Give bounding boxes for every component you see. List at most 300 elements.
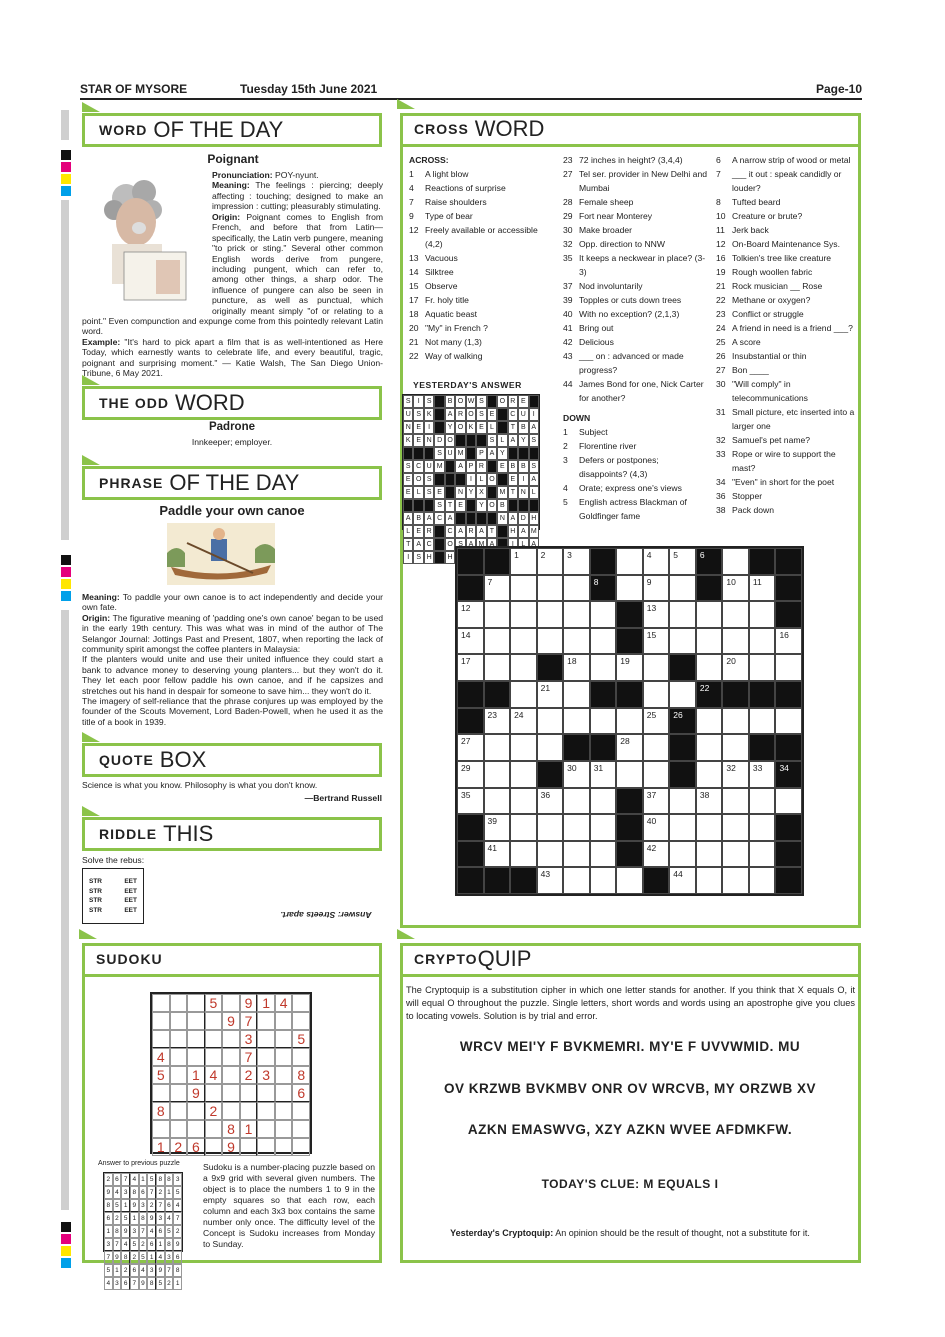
sudoku-cell[interactable] (187, 1102, 205, 1120)
sudoku-cell[interactable] (187, 1030, 205, 1048)
crossword-cell[interactable] (749, 788, 776, 815)
crossword-block (616, 681, 643, 708)
crossword-cell[interactable] (775, 788, 802, 815)
crossword-grid[interactable] (455, 546, 804, 896)
prev-sudoku-cell: 6 (156, 1225, 165, 1238)
crossword-cell[interactable] (510, 841, 537, 868)
crossword-cell[interactable] (510, 681, 537, 708)
cell-number: 27 (461, 736, 471, 747)
cell-number: 38 (699, 789, 710, 800)
answer-cell: C (434, 512, 444, 525)
prev-sudoku-cell: 8 (147, 1277, 156, 1290)
cryptoquip-clue: TODAY'S CLUE: M EQUALS I (541, 1177, 719, 1191)
crossword-cell[interactable] (537, 681, 564, 708)
crossword-cell[interactable] (669, 628, 696, 655)
sudoku-cell[interactable] (152, 994, 170, 1012)
sudoku-cell[interactable] (170, 994, 188, 1012)
banner-small: SUDOKU (96, 950, 163, 967)
crossword-cell[interactable] (563, 628, 590, 655)
sudoku-cell: 2 (170, 1138, 188, 1156)
crossword-cell[interactable] (510, 814, 537, 841)
crossword-cell[interactable] (669, 681, 696, 708)
quote-banner (82, 743, 382, 777)
clue-text: Freely available or accessible (4,2) (425, 225, 538, 249)
crossword-cell[interactable] (563, 681, 590, 708)
sudoku-cell[interactable] (205, 1138, 223, 1156)
sudoku-cell[interactable] (187, 1048, 205, 1066)
crossword-cell[interactable] (484, 841, 511, 868)
crossword-block (510, 867, 537, 894)
crossword-cell[interactable] (563, 654, 590, 681)
prev-sudoku-cell: 3 (121, 1186, 130, 1199)
crossword-cell[interactable] (696, 734, 723, 761)
crossword-cell[interactable] (775, 628, 802, 655)
crossword-block (749, 548, 776, 575)
crossword-cell[interactable] (563, 788, 590, 815)
clue-text: English actress Blackman of Goldfinger fame (579, 497, 687, 521)
sudoku-cell[interactable] (152, 1030, 170, 1048)
sudoku-cell[interactable] (257, 1012, 275, 1030)
crossword-cell[interactable] (722, 548, 749, 575)
crossword-cell[interactable] (616, 575, 643, 602)
crossword-cell[interactable] (696, 654, 723, 681)
sudoku-cell: 7 (240, 1048, 258, 1066)
crossword-cell[interactable] (643, 601, 670, 628)
crossword-cell[interactable] (722, 654, 749, 681)
crossword-cell[interactable] (749, 841, 776, 868)
crossword-cell[interactable] (696, 761, 723, 788)
crossword-cell[interactable] (537, 708, 564, 735)
crossword-cell[interactable] (775, 654, 802, 681)
answer-cell (466, 434, 476, 447)
answer-cell: E (487, 408, 497, 421)
answer-cell: E (434, 486, 444, 499)
clue-item (716, 265, 858, 279)
crossword-cell[interactable] (696, 788, 723, 815)
crossword-cell[interactable] (696, 867, 723, 894)
crossword-cell[interactable] (484, 761, 511, 788)
sudoku-cell[interactable] (170, 1012, 188, 1030)
sudoku-cell[interactable] (205, 1048, 223, 1066)
crossword-block (457, 548, 484, 575)
sudoku-cell[interactable] (205, 1120, 223, 1138)
sudoku-cell[interactable] (222, 1102, 240, 1120)
sudoku-cell[interactable] (205, 1012, 223, 1030)
crossword-cell[interactable] (749, 708, 776, 735)
crossword-cell[interactable] (590, 628, 617, 655)
sudoku-cell[interactable] (240, 1138, 258, 1156)
sudoku-cell[interactable] (187, 994, 205, 1012)
crossword-cell[interactable] (563, 867, 590, 894)
crossword-cell[interactable] (537, 734, 564, 761)
crossword-cell[interactable] (669, 548, 696, 575)
sudoku-cell[interactable] (152, 1084, 170, 1102)
answer-cell: M (455, 447, 465, 460)
crossword-cell[interactable] (563, 601, 590, 628)
sudoku-cell[interactable] (240, 1084, 258, 1102)
sudoku-cell[interactable] (275, 1102, 293, 1120)
crossword-cell[interactable] (616, 761, 643, 788)
crossword-cell[interactable] (722, 601, 749, 628)
crossword-block (457, 841, 484, 868)
canoe-illustration (167, 523, 275, 585)
prev-sudoku-cell: 1 (121, 1199, 130, 1212)
crossword-cell[interactable] (749, 654, 776, 681)
sudoku-cell[interactable] (292, 1120, 310, 1138)
crossword-cell[interactable] (749, 601, 776, 628)
crossword-cell[interactable] (722, 708, 749, 735)
sudoku-cell[interactable] (275, 1048, 293, 1066)
clue-item (563, 153, 709, 167)
crossword-cell[interactable] (484, 734, 511, 761)
crossword-cell[interactable] (669, 867, 696, 894)
prev-sudoku-cell: 3 (147, 1264, 156, 1277)
clue-item (716, 489, 858, 503)
meaning-label: Meaning: (212, 180, 250, 191)
sudoku-cell[interactable] (275, 1012, 293, 1030)
answer-cell: B (445, 395, 455, 408)
clue-text: Raise shoulders (425, 197, 487, 207)
clue-text: Bring out (579, 323, 614, 333)
crossword-cell[interactable] (510, 654, 537, 681)
answer-cell (445, 473, 455, 486)
crossword-cell[interactable] (616, 708, 643, 735)
crossword-cell[interactable] (722, 761, 749, 788)
crossword-cell[interactable] (537, 575, 564, 602)
crossword-cell[interactable] (669, 814, 696, 841)
phrase-title: Paddle your own canoe (159, 503, 305, 518)
cell-number: 3 (567, 550, 572, 560)
crossword-block (616, 841, 643, 868)
crossword-cell[interactable] (510, 708, 537, 735)
sudoku-cell[interactable] (152, 1120, 170, 1138)
sudoku-cell[interactable] (222, 1066, 240, 1084)
crossword-block (669, 654, 696, 681)
sudoku-cell[interactable] (170, 1030, 188, 1048)
crossword-cell[interactable] (510, 601, 537, 628)
answer-cell (466, 512, 476, 525)
crossword-cell[interactable] (749, 575, 776, 602)
answer-cell: I (413, 395, 423, 408)
banner-big: THIS (163, 821, 214, 846)
cipher-line-3: AZKN EMASWVG, XZY AZKN WVEE AFDMKFW. (467, 1122, 793, 1137)
sudoku-cell[interactable] (257, 1120, 275, 1138)
sudoku-cell[interactable] (257, 1030, 275, 1048)
answer-cell: S (476, 408, 486, 421)
crossword-cell[interactable] (510, 575, 537, 602)
crossword-cell[interactable] (484, 788, 511, 815)
clue-item (409, 195, 557, 209)
crossword-cell[interactable] (696, 601, 723, 628)
sudoku-cell[interactable] (292, 1102, 310, 1120)
crossword-cell[interactable] (643, 734, 670, 761)
crossword-cell[interactable] (749, 628, 776, 655)
crossword-cell[interactable] (537, 628, 564, 655)
crossword-cell[interactable] (696, 841, 723, 868)
sudoku-cell[interactable] (187, 1012, 205, 1030)
sudoku-cell[interactable] (257, 1102, 275, 1120)
crossword-cell[interactable] (457, 628, 484, 655)
crossword-cell[interactable] (457, 788, 484, 815)
crossword-cell[interactable] (457, 601, 484, 628)
sudoku-cell[interactable] (275, 1066, 293, 1084)
crossword-cell[interactable] (537, 814, 564, 841)
clue-text: Florentine river (579, 441, 637, 451)
clue-text: Subject (579, 427, 608, 437)
prev-sudoku-cell: 7 (156, 1199, 165, 1212)
clue-item (716, 167, 858, 195)
crossword-cell[interactable] (457, 761, 484, 788)
sudoku-grid[interactable] (150, 992, 312, 1154)
crossword-cell[interactable] (537, 788, 564, 815)
rebus-left: STR (89, 897, 102, 904)
crossword-cell[interactable] (722, 814, 749, 841)
clue-number: 10 (716, 211, 726, 221)
pron-text: POY-nyunt. (275, 170, 319, 180)
answer-cell: A (529, 538, 539, 551)
clue-item (716, 363, 858, 377)
crossword-cell[interactable] (537, 867, 564, 894)
clue-item (563, 377, 709, 405)
prev-sudoku-cell: 7 (165, 1264, 174, 1277)
crossword-cell[interactable] (643, 814, 670, 841)
crossword-cell[interactable] (616, 867, 643, 894)
cell-number: 26 (673, 709, 683, 720)
answer-cell: O (445, 538, 455, 551)
clue-text: Nod involuntarily (579, 281, 643, 291)
crossword-block (775, 734, 802, 761)
sudoku-cell[interactable] (170, 1102, 188, 1120)
clue-number: 21 (409, 337, 419, 347)
clue-item (716, 307, 858, 321)
crossword-cell[interactable] (510, 761, 537, 788)
crossword-cell[interactable] (696, 628, 723, 655)
crossword-cell[interactable] (669, 575, 696, 602)
clue-number: 8 (716, 197, 721, 207)
crossword-cell[interactable] (616, 734, 643, 761)
clue-text: Not many (1,3) (425, 337, 482, 347)
sudoku-cell[interactable] (170, 1084, 188, 1102)
sudoku-cell[interactable] (292, 1012, 310, 1030)
crossword-cell[interactable] (484, 628, 511, 655)
crossword-cell[interactable] (590, 867, 617, 894)
crossword-cell[interactable] (484, 708, 511, 735)
crossword-cell[interactable] (643, 575, 670, 602)
crossword-block (457, 708, 484, 735)
crossword-cell[interactable] (669, 601, 696, 628)
crossword-cell[interactable] (563, 761, 590, 788)
crossword-cell[interactable] (563, 575, 590, 602)
crossword-cell[interactable] (484, 575, 511, 602)
sudoku-cell[interactable] (170, 1066, 188, 1084)
crossword-cell[interactable] (537, 841, 564, 868)
sudoku-cell[interactable] (222, 994, 240, 1012)
example-text: "It's hard to pick apart a film that is as well-intentioned as Here Today, which earnestly wants to celebrate life, and every beautiful, tragic, poignant and surprising moment." — Katie Walsh, The San Diego Union-Tribune, 6 May 2021. (82, 336, 383, 379)
crossword-cell[interactable] (643, 654, 670, 681)
crossword-cell[interactable] (722, 628, 749, 655)
sudoku-cell[interactable] (292, 1138, 310, 1156)
sudoku-cell: 9 (187, 1084, 205, 1102)
cell-number: 2 (540, 550, 546, 560)
crossword-cell[interactable] (510, 734, 537, 761)
sudoku-cell: 8 (152, 1102, 170, 1120)
crossword-cell[interactable] (537, 601, 564, 628)
sudoku-cell[interactable] (275, 1138, 293, 1156)
prev-sudoku-cell: 4 (173, 1199, 182, 1212)
prev-sudoku-cell: 7 (130, 1277, 139, 1290)
sudoku-cell[interactable] (257, 1048, 275, 1066)
crossword-cell[interactable] (643, 681, 670, 708)
clue-number: 15 (409, 281, 419, 291)
crossword-cell[interactable] (616, 548, 643, 575)
crossword-cell[interactable] (484, 654, 511, 681)
sudoku-cell[interactable] (222, 1084, 240, 1102)
sudoku-cell[interactable] (187, 1120, 205, 1138)
crossword-cell[interactable] (563, 708, 590, 735)
prev-sudoku-cell: 9 (147, 1212, 156, 1225)
clue-text: Vacuous (425, 253, 458, 263)
sudoku-cell[interactable] (222, 1030, 240, 1048)
crossword-cell[interactable] (457, 654, 484, 681)
reg-mark (61, 150, 71, 160)
crossword-cell[interactable] (722, 734, 749, 761)
prev-sudoku-cell: 4 (147, 1225, 156, 1238)
clue-number: 32 (716, 435, 726, 445)
crossword-cell[interactable] (643, 548, 670, 575)
crossword-cell[interactable] (749, 867, 776, 894)
crossword-cell[interactable] (643, 788, 670, 815)
prev-sudoku-cell: 7 (121, 1173, 130, 1186)
crossword-cell[interactable] (590, 601, 617, 628)
answer-cell: N (455, 486, 465, 499)
clue-number: 20 (409, 323, 419, 333)
sudoku-cell[interactable] (292, 1048, 310, 1066)
clue-text: ___ on : advanced or made progress? (579, 351, 684, 375)
sudoku-cell[interactable] (170, 1048, 188, 1066)
crossword-cell[interactable] (563, 548, 590, 575)
clue-text: "Will comply" in telecommunications (732, 379, 808, 403)
prev-sudoku-cell: 9 (121, 1225, 130, 1238)
crossword-cell[interactable] (510, 628, 537, 655)
crossword-cell[interactable] (590, 654, 617, 681)
answer-cell: S (529, 434, 539, 447)
sudoku-cell[interactable] (292, 994, 310, 1012)
crossword-cell[interactable] (643, 628, 670, 655)
crossword-cell[interactable] (722, 788, 749, 815)
crossword-cell[interactable] (643, 761, 670, 788)
clue-text: Rock musician __ Rose (732, 281, 823, 291)
prev-sudoku-cell: 6 (147, 1238, 156, 1251)
sudoku-cell: 1 (257, 994, 275, 1012)
cell-number: 16 (779, 629, 789, 640)
crossword-cell[interactable] (669, 841, 696, 868)
answer-cell (529, 499, 539, 512)
crossword-cell[interactable] (643, 841, 670, 868)
sudoku-cell[interactable] (222, 1048, 240, 1066)
cipher-line-2: OV KRZWB BVKMBV ONR OV WRCVB, MY ORZWB XV (443, 1081, 816, 1096)
crossword-block (590, 734, 617, 761)
cell-number: 23 (487, 709, 497, 720)
crossword-cell[interactable] (722, 867, 749, 894)
clue-number: 19 (716, 267, 726, 277)
crossword-cell[interactable] (749, 761, 776, 788)
crossword-cell[interactable] (590, 841, 617, 868)
sudoku-cell[interactable] (257, 1084, 275, 1102)
crossword-cell[interactable] (590, 814, 617, 841)
answer-cell: L (518, 538, 528, 551)
banner-small: QUOTE (99, 752, 154, 768)
crossword-cell[interactable] (696, 814, 723, 841)
answer-cell: S (424, 473, 434, 486)
crossword-cell[interactable] (669, 788, 696, 815)
sudoku-cell: 7 (240, 1012, 258, 1030)
crossword-block (775, 761, 802, 788)
sudoku-cell[interactable] (152, 1012, 170, 1030)
prev-sudoku-cell: 4 (104, 1277, 113, 1290)
prev-sudoku-cell: 5 (130, 1238, 139, 1251)
cell-number: 18 (567, 656, 577, 667)
crossword-cell[interactable] (457, 734, 484, 761)
prev-sudoku-cell: 4 (139, 1264, 148, 1277)
crossword-cell[interactable] (510, 548, 537, 575)
sudoku-cell[interactable] (205, 1084, 223, 1102)
sudoku-cell[interactable] (275, 1084, 293, 1102)
crossword-block (590, 548, 617, 575)
crossword-cell[interactable] (590, 761, 617, 788)
crossword-cell[interactable] (484, 814, 511, 841)
crossword-cell[interactable] (590, 788, 617, 815)
crossword-cell[interactable] (775, 708, 802, 735)
crossword-cell[interactable] (643, 708, 670, 735)
clue-number: 39 (563, 295, 573, 305)
prev-sudoku-cell: 6 (104, 1212, 113, 1225)
prev-sudoku-cell: 3 (104, 1238, 113, 1251)
clue-text: Make broader (579, 225, 633, 235)
crossword-cell[interactable] (563, 841, 590, 868)
crossword-block (775, 814, 802, 841)
cell-number: 7 (487, 576, 493, 587)
answer-cell (476, 512, 486, 525)
answer-cell: L (529, 486, 539, 499)
paper-name: STAR OF MYSORE (80, 82, 188, 96)
crossword-block (749, 734, 776, 761)
crossword-cell[interactable] (563, 814, 590, 841)
crossword-cell[interactable] (722, 841, 749, 868)
crossword-cell[interactable] (484, 601, 511, 628)
clue-item (563, 293, 709, 307)
answer-cell (487, 395, 497, 408)
answer-cell: L (476, 473, 486, 486)
crossword-cell[interactable] (722, 575, 749, 602)
sudoku-cell[interactable] (205, 1030, 223, 1048)
crossword-cell[interactable] (590, 708, 617, 735)
crossword-cell[interactable] (510, 788, 537, 815)
sudoku-cell[interactable] (275, 1030, 293, 1048)
crossword-cell[interactable] (616, 654, 643, 681)
sudoku-cell[interactable] (257, 1138, 275, 1156)
crossword-cell[interactable] (749, 814, 776, 841)
cell-number: 31 (593, 762, 604, 773)
answer-cell: S (487, 434, 497, 447)
answer-cell (497, 421, 507, 434)
crossword-cell[interactable] (537, 548, 564, 575)
sudoku-cell[interactable] (240, 1102, 258, 1120)
sudoku-cell: 6 (292, 1084, 310, 1102)
sudoku-cell[interactable] (275, 1120, 293, 1138)
crossword-cell[interactable] (696, 708, 723, 735)
sudoku-cell[interactable] (170, 1120, 188, 1138)
answer-cell: A (529, 473, 539, 486)
